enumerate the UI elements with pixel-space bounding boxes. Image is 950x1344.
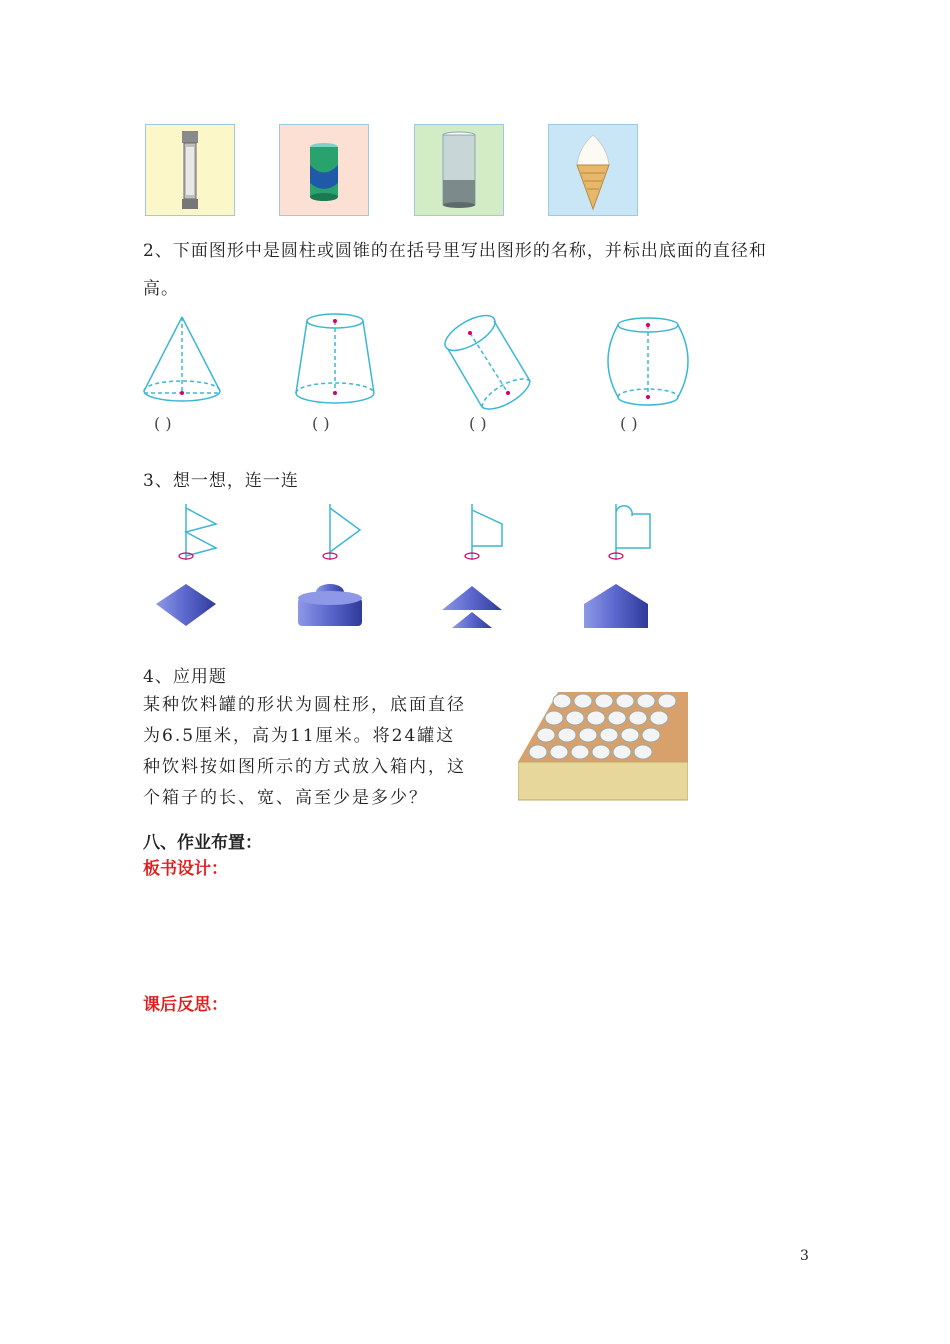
can-top	[621, 728, 639, 742]
question-2-text: 2、下面图形中是圆柱或圆锥的在括号里写出图形的名称，并标出底面的直径和	[143, 241, 767, 261]
flashlight-picture	[145, 124, 235, 216]
rotation-flags	[140, 500, 680, 635]
can-top	[537, 728, 555, 742]
can-top	[592, 745, 610, 759]
can-top	[587, 711, 605, 725]
glass-picture	[414, 124, 504, 216]
answer-paren-3[interactable]: ( )	[469, 414, 487, 433]
can-top	[579, 728, 597, 742]
reflection-heading: 课后反思：	[143, 995, 228, 1015]
can-top	[613, 745, 631, 759]
question-4-title: 4、应用题	[143, 667, 227, 687]
can-box-picture	[518, 690, 688, 802]
question-4-line-1: 某种饮料罐的形状为圆柱形，底面直径	[143, 695, 466, 715]
answer-paren-2[interactable]: ( )	[312, 414, 330, 433]
can-top	[574, 694, 592, 708]
can-top	[658, 694, 676, 708]
can-top	[558, 728, 576, 742]
can-top	[629, 711, 647, 725]
can-top	[550, 745, 568, 759]
answer-paren-1[interactable]: ( )	[154, 414, 172, 433]
can-top	[600, 728, 618, 742]
can-top	[545, 711, 563, 725]
can-top	[608, 711, 626, 725]
can-top	[650, 711, 668, 725]
can-top	[616, 694, 634, 708]
page-number: 3	[800, 1248, 809, 1264]
question-4-line-3: 种饮料按如图所示的方式放入箱内，这	[143, 757, 466, 777]
can-top	[571, 745, 589, 759]
board-design-heading: 板书设计：	[143, 859, 228, 879]
homework-heading: 八、作业布置：	[143, 833, 262, 853]
battery-picture	[279, 124, 369, 216]
can-top	[634, 745, 652, 759]
question-3-title: 3、想一想，连一连	[143, 471, 299, 491]
can-top	[642, 728, 660, 742]
question-4-line-4: 个箱子的长、宽、高至少是多少？	[143, 788, 428, 808]
can-top	[566, 711, 584, 725]
can-top	[553, 694, 571, 708]
question-4-line-2: 为6.5厘米，高为11厘米。将24罐这	[143, 726, 456, 746]
can-top	[529, 745, 547, 759]
solids-figures	[130, 305, 710, 415]
question-2-text-cont: 高。	[143, 279, 179, 299]
can-top	[637, 694, 655, 708]
ice-cream-picture	[548, 124, 638, 216]
can-top	[595, 694, 613, 708]
answer-paren-4[interactable]: ( )	[620, 414, 638, 433]
